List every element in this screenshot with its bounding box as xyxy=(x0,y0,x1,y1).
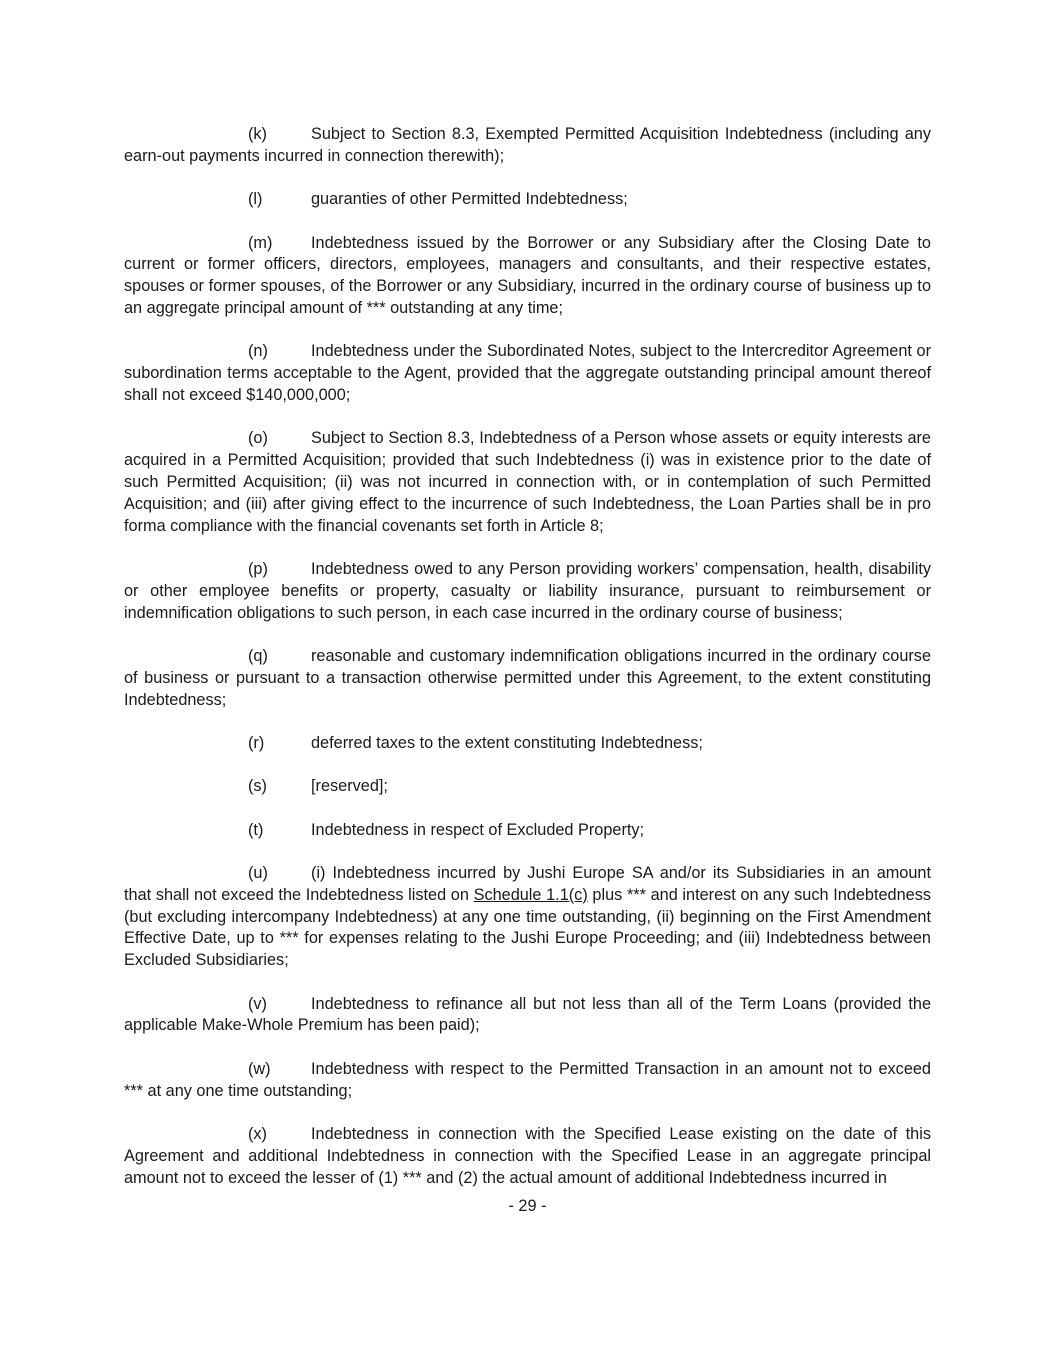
clause-text: guaranties of other Permitted Indebtedness; xyxy=(311,190,628,209)
clause-text: Subject to Section 8.3, Indebtedness of a Person whose assets or equity interests are acquired in a Permitted Acquisition; provided that such Indebtedness (i) was in existence prior to the date of such Permitted Acquisition; (ii) was not incurred in connection with, or in contemplation of such Permitted Acquisition; and (iii) after giving effect to the incurrence of such Indebtedness, the Loan Parties shall be in pro forma compliance with the financial covenants set forth in Article 8; xyxy=(124,429,931,535)
clause-text: Subject to Section 8.3, Exempted Permitted Acquisition Indebtedness (including any earn-out payments incurred in connection therewith); xyxy=(124,125,931,165)
page-number: - 29 - xyxy=(508,1197,547,1215)
clause-label: (w) xyxy=(248,1059,271,1078)
clause-label: (q) xyxy=(248,646,268,665)
document-body xyxy=(124,124,931,1211)
clause-text: Indebtedness under the Subordinated Notes, subject to the Intercreditor Agreement or subordination terms acceptable to the Agent, provided that the aggregate outstanding principal amount thereof shall not exceed $140,000,000; xyxy=(124,342,931,404)
clause-q xyxy=(124,646,931,711)
clause-label: (m) xyxy=(248,233,273,252)
clause-text: deferred taxes to the extent constituting Indebtedness; xyxy=(311,733,703,752)
clause-text: Indebtedness issued by the Borrower or any Subsidiary after the Closing Date to current or former officers, directors, employees, managers and consultants, and their respective estates, spouses or former spouses, of the Borrower or any Subsidiary, incurred in the ordinary course of business up to an aggregate principal amount of *** outstanding at any time; xyxy=(124,233,931,317)
clause-text: [reserved]; xyxy=(311,777,388,796)
clause-o xyxy=(124,428,931,537)
clause-label: (p) xyxy=(248,559,268,578)
clause-t xyxy=(124,820,931,842)
clause-x xyxy=(124,1124,931,1189)
clause-label: (v) xyxy=(248,994,267,1013)
schedule-reference: Schedule 1.1(c) xyxy=(473,885,588,904)
clause-label: (x) xyxy=(248,1125,267,1144)
clause-m xyxy=(124,233,931,320)
clause-text-after: plus *** and interest on any such Indebtedness (but excluding intercompany Indebtedness) at any one time outstanding, (ii) beginning on the First Amendment Effective Date, up to *** for expenses relating to the Jushi Europe Proceeding; and (iii) Indebtedness between Excluded Subsidiaries; xyxy=(124,885,931,970)
clause-label: (u) xyxy=(248,864,268,883)
clause-label: (l) xyxy=(248,190,263,209)
clause-text: reasonable and customary indemnification obligations incurred in the ordinary course of business or pursuant to a transaction otherwise permitted under this Agreement, to the extent constituting Indebtedness; xyxy=(124,646,931,709)
clause-p xyxy=(124,559,931,624)
clause-k xyxy=(124,124,931,168)
clause-text-before: (i) Indebtedness incurred by Jushi Europe SA and/or its Subsidiaries in an amount that shall not exceed the Indebtedness listed on xyxy=(124,864,931,904)
clause-text: Indebtedness in respect of Excluded Property; xyxy=(311,820,645,839)
clause-n xyxy=(124,341,931,406)
clause-r xyxy=(124,733,931,755)
clause-label: (r) xyxy=(248,733,265,752)
clause-w xyxy=(124,1059,931,1103)
clause-v xyxy=(124,994,931,1038)
clause-text: Indebtedness to refinance all but not less than all of the Term Loans (provided the applicable Make-Whole Premium has been paid); xyxy=(124,994,931,1035)
clause-l xyxy=(124,189,931,211)
clause-text: Indebtedness in connection with the Specified Lease existing on the date of this Agreement and additional Indebtedness in connection with the Specified Lease in an aggregate principal amount not to exceed the lesser of (1) *** and (2) the actual amount of additional Indebtedness incurred in xyxy=(124,1125,931,1187)
clause-s xyxy=(124,776,931,798)
clause-label: (s) xyxy=(248,777,267,796)
clause-text: Indebtedness with respect to the Permitted Transaction in an amount not to exceed *** at any one time outstanding; xyxy=(124,1059,931,1100)
clause-label: (n) xyxy=(248,342,268,361)
clause-label: (t) xyxy=(248,820,264,839)
clause-u xyxy=(124,863,931,972)
clause-text: Indebtedness owed to any Person providing workers’ compensation, health, disability or other employee benefits or property, casualty or liability insurance, pursuant to reimbursement or indemnification obligations to such person, in each case incurred in the ordinary course of business; xyxy=(124,559,931,622)
clause-label: (o) xyxy=(248,429,268,448)
clause-label: (k) xyxy=(248,125,267,143)
